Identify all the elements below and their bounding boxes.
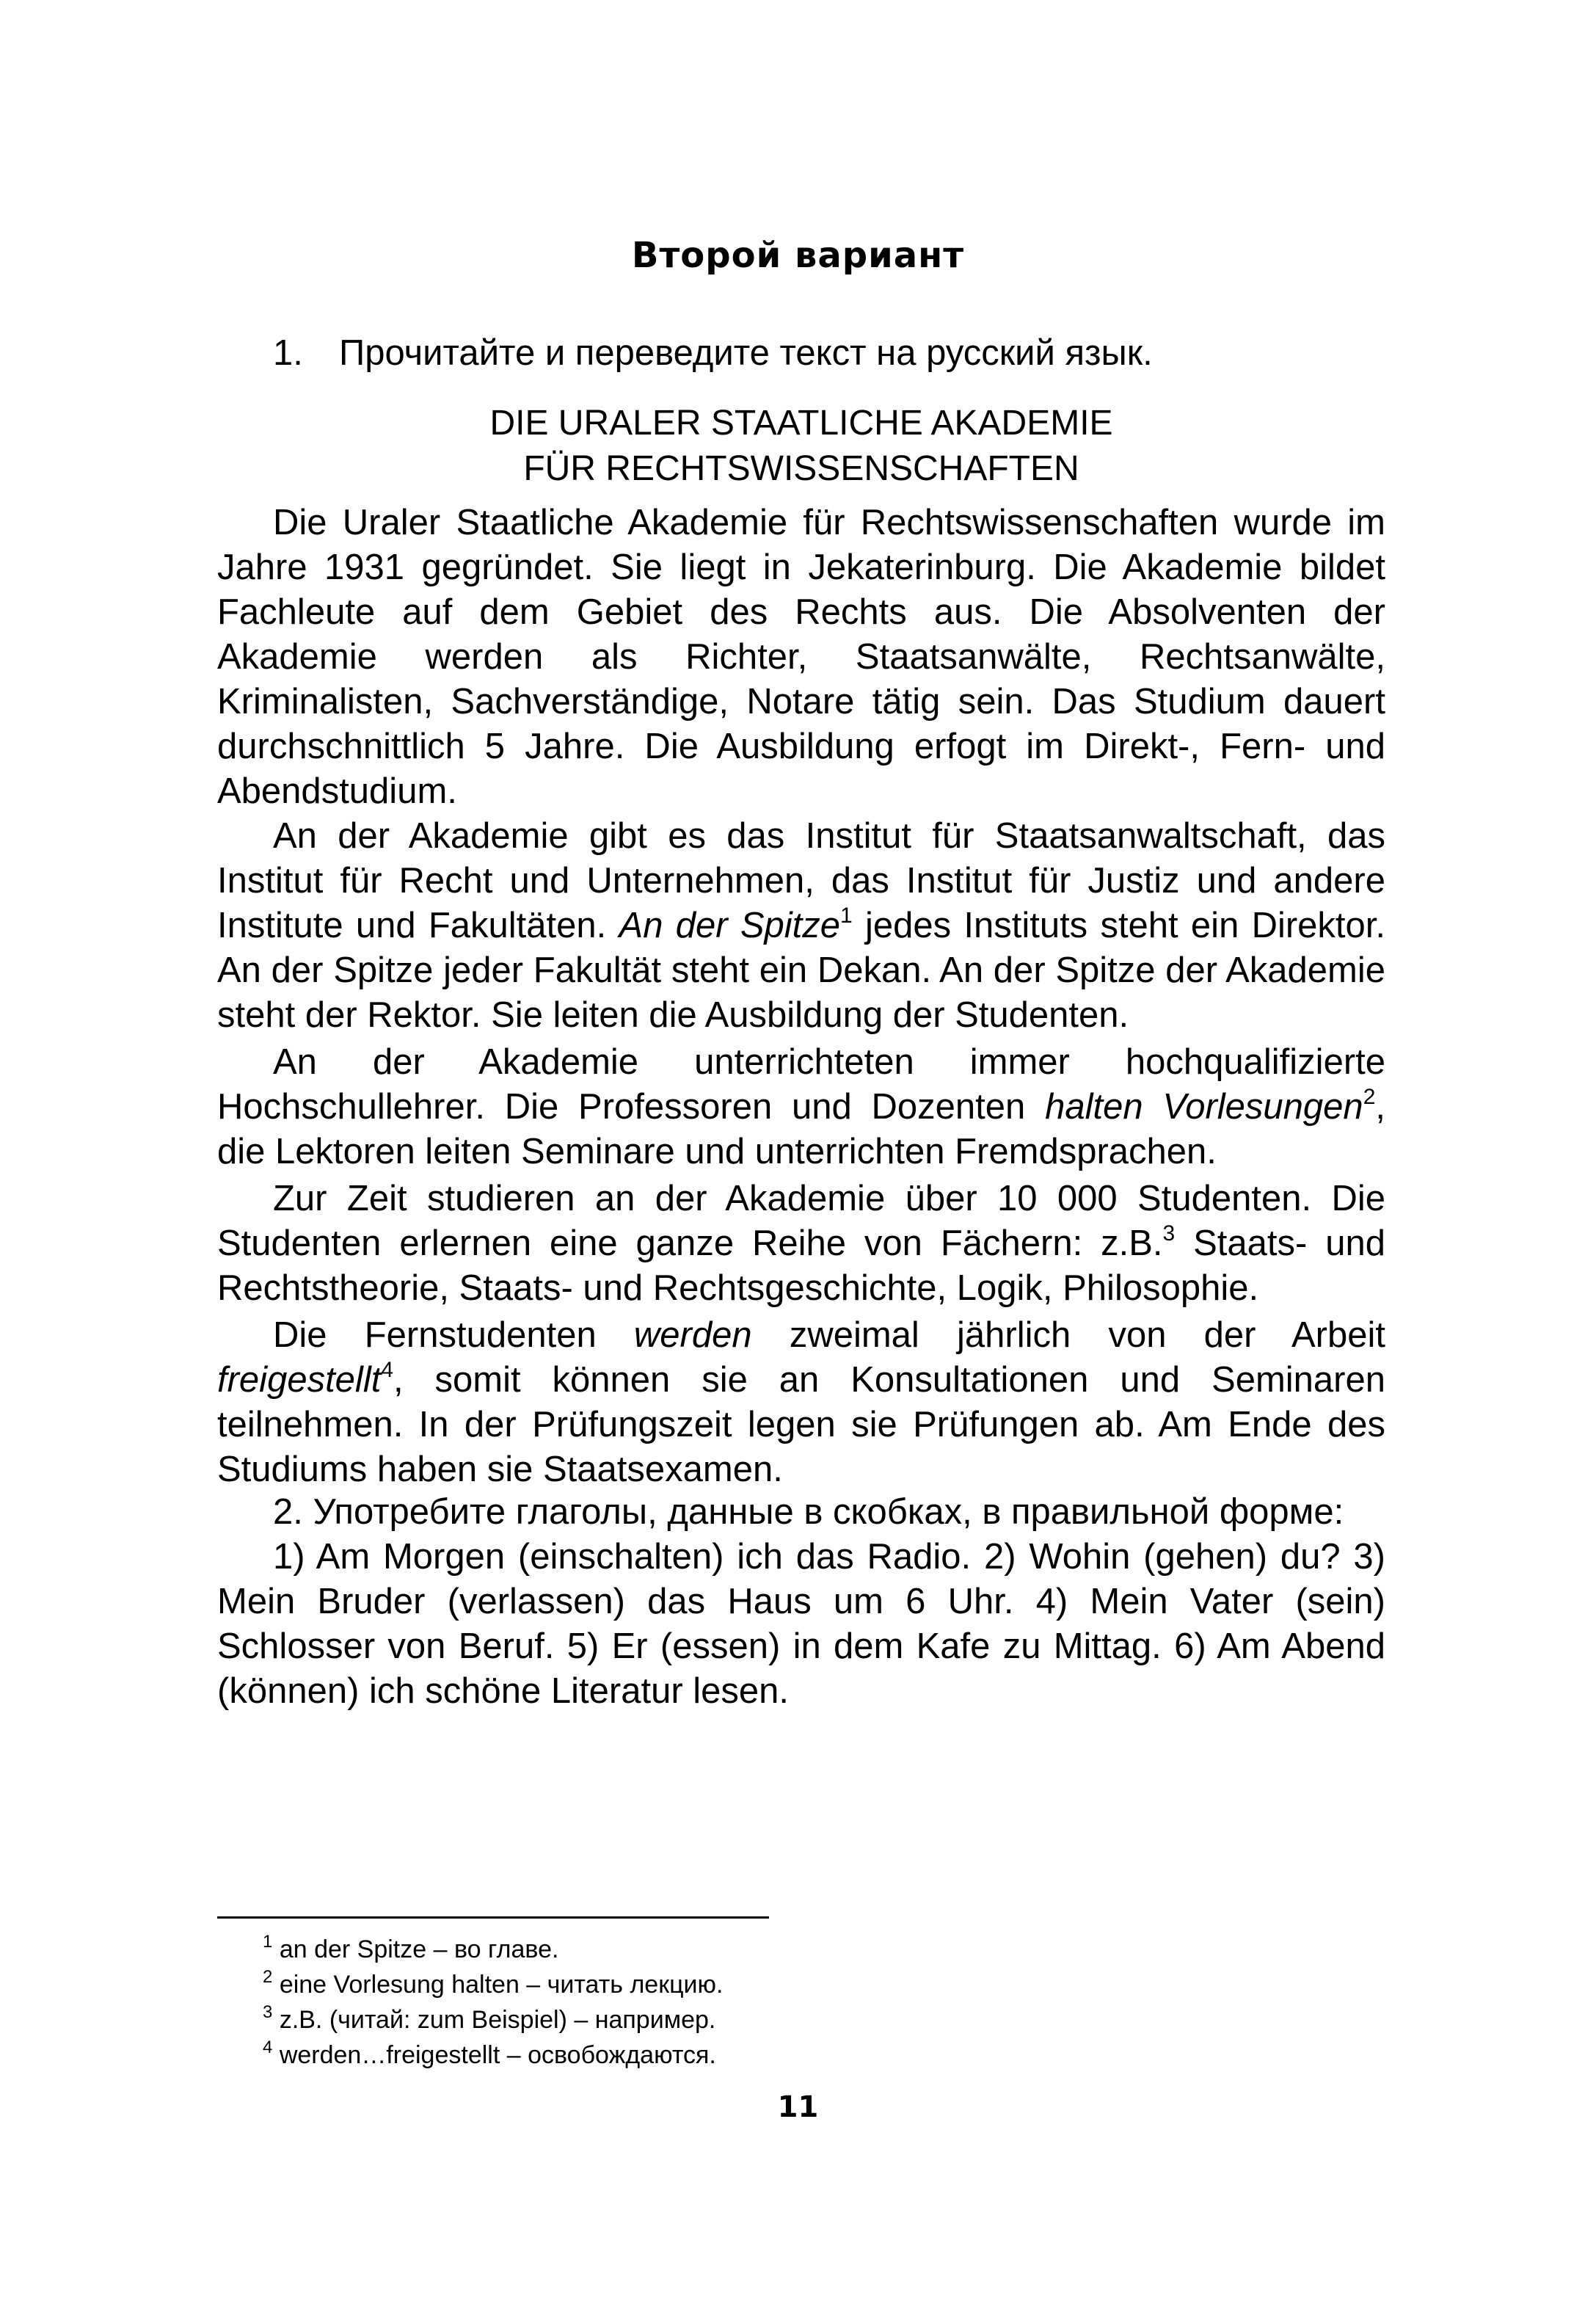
paragraph-5-part-c: , somit können sie an Konsultationen und Seminaren teilnehmen. In der Prüfungszeit legen sie Prüfungen ab. Am Ende des Studiums haben sie Staatsexamen. (217, 1360, 1385, 1489)
task-2 (217, 1490, 1385, 1714)
task-2-instruction: 2. Употребите глаголы, данные в скобках, в правильной форме: (273, 1492, 1344, 1532)
paragraph-5-italic-1: werden (633, 1315, 752, 1355)
paragraph-2-part-a: An der Akademie gibt es das Institut für Staatsanwaltschaft, das Institut für Recht und Unternehmen, das Institut für Justiz und andere Institute und Fakultäten. (217, 816, 1385, 945)
paragraph-1: Die Uraler Staatliche Akademie für Rechtswissenschaften wurde im Jahre 1931 gegründet. Sie liegt in Jekaterinburg. Die Akademie bildet Fachleute auf dem Gebiet des Rechts aus. Die Absolventen der Akademie werden als Richter, Staatsanwälte, Rechtsanwälte, Kriminalisten, Sachverständige, Notare tätig sein. Das Studium dauert durchschnittlich 5 Jahre. Die Ausbildung erfogt im Direkt-, Fern- und Abendstudium. (217, 503, 1385, 811)
footnote-item (263, 2002, 723, 2037)
footnote-ref-4: 4 (381, 1358, 394, 1382)
footnote-ref-1: 1 (840, 904, 853, 928)
footnote-item (263, 1932, 723, 1967)
footnote-ref-2: 2 (1363, 1085, 1376, 1109)
task-1-number: 1. (273, 333, 303, 373)
paragraph-4 (217, 1177, 1385, 1311)
footnote-ref-3: 3 (1162, 1221, 1176, 1246)
paragraph-4-part-b: Staats- und Rechtstheorie, Staats- und Rechtsgeschichte, Logik, Philosophie. (217, 1224, 1386, 1308)
paragraph-5-italic-2: freigestellt (217, 1360, 382, 1400)
paragraph-5 (217, 1313, 1385, 1492)
paragraph-2-part-b: jedes Instituts steht ein Direktor. An der Spitze jeder Fakultät steht ein Dekan. An der Spitze der Akademie steht der Rektor. Sie leiten die Ausbildung der Studenten. (217, 906, 1386, 1035)
paragraph-3-part-a: An der Akademie unterrichteten immer hochqualifizierte Hochschullehrer. Die Professoren und Dozenten (217, 1042, 1385, 1127)
paragraph-3-italic: halten Vorlesungen (1045, 1087, 1363, 1127)
footnote-text: eine Vorlesung halten – читать лекцию. (279, 1971, 724, 1999)
footnote-divider (217, 1916, 769, 1919)
footnotes (263, 1932, 723, 2073)
task-1-text: Прочитайте и переведите текст на русский язык. (339, 333, 1153, 373)
footnote-number: 3 (263, 2002, 273, 2022)
footnote-number: 4 (263, 2037, 273, 2057)
text-heading-line-2: FÜR RECHTSWISSENSCHAFTEN (523, 449, 1079, 488)
page-title: Второй вариант (631, 235, 965, 276)
footnote-item (263, 1967, 723, 2002)
paragraph-5-part-a: Die Fernstudenten (273, 1315, 634, 1355)
task-1-instruction (217, 331, 1385, 376)
reading-text (217, 501, 1385, 1494)
footnote-text: werden…freigestellt – освобождаются. (279, 2041, 716, 2069)
text-heading-line-1: DIE URALER STAATLICHE AKADEMIE (489, 404, 1113, 443)
footnote-text: z.B. (читай: zum Beispiel) – например. (279, 2006, 716, 2034)
footnote-number: 1 (263, 1932, 273, 1952)
task-2-exercise: 1) Am Morgen (einschalten) ich das Radio. 2) Wohin (gehen) du? 3) Mein Bruder (verlassen) das Haus um 6 Uhr. 4) Mein Vater (sein) Schlosser von Beruf. 5) Er (essen) in dem Kafe zu Mittag. 6) Am Abend (können) ich schöne Literatur lesen. (217, 1537, 1385, 1711)
paragraph-3 (217, 1040, 1385, 1174)
paragraph-4-part-a: Zur Zeit studieren an der Akademie über 10 000 Studenten. Die Studenten erlernen eine ganze Reihe von Fächern: z.B. (217, 1179, 1385, 1263)
footnote-number: 2 (263, 1967, 273, 1987)
footnote-item (263, 2037, 723, 2073)
paragraph-2 (217, 814, 1385, 1038)
paragraph-5-part-b: zweimal jährlich von der Arbeit (751, 1315, 1385, 1355)
paragraph-2-italic: An der Spitze (619, 906, 840, 945)
text-heading (217, 401, 1385, 492)
footnote-text: an der Spitze – во главе. (279, 1935, 559, 1963)
paragraph-3-part-b: , die Lektoren leiten Seminare und unterrichten Fremdsprachen. (217, 1087, 1385, 1171)
page-number: 11 (777, 2090, 819, 2124)
